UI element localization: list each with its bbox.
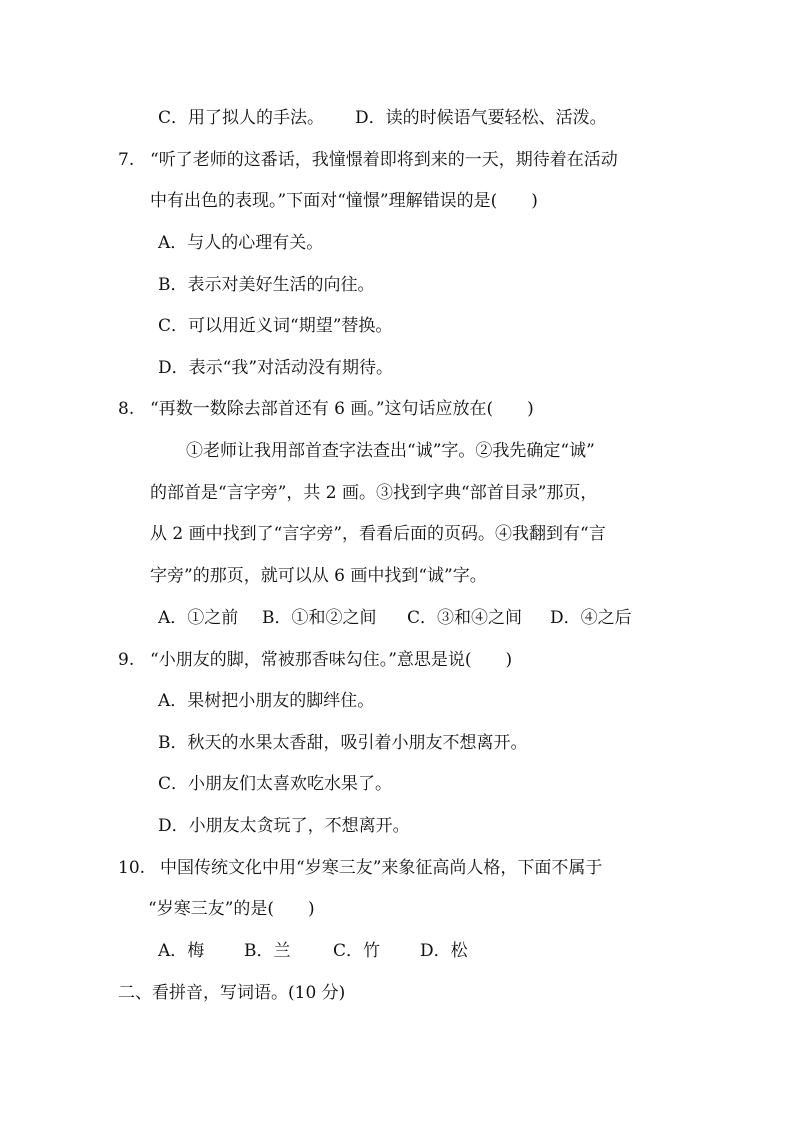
q7-number: 7.: [118, 150, 135, 170]
q8-number: 8.: [118, 399, 135, 419]
q9-number: 9.: [118, 650, 135, 670]
q10-stem-line2: “岁寒三友”的是( ): [148, 899, 315, 919]
q9-option-d: D．小朋友太贪玩了，不想离开。: [158, 816, 410, 836]
q7-stem-line2: 中有出色的表现。”下面对“憧憬”理解错误的是( ): [150, 191, 538, 211]
q9-option-a: A．果树把小朋友的脚绊住。: [158, 691, 375, 711]
q10-option-c: C．竹: [333, 941, 381, 961]
q6-option-row: [158, 106, 324, 130]
q8-passage-line2: 的部首是“言字旁”，共 2 画。③找到字典“部首目录”那页，: [150, 483, 598, 503]
q8-option-a: A．①之前: [158, 608, 239, 628]
q8-stem: “再数一数除去部首还有 6 画。”这句话应放在( ): [150, 399, 534, 419]
q8-passage-line4: 字旁”的那页，就可以从 6 画中找到“诚”字。: [150, 566, 487, 586]
q7-option-d: D．表示“我”对活动没有期待。: [158, 358, 394, 378]
q10-number: 10.: [118, 858, 146, 878]
q7-stem-line1: “听了老师的这番话，我憧憬着即将到来的一天，期待着在活动: [150, 150, 618, 170]
q10-option-a: A．梅: [158, 941, 205, 961]
section2-heading: 二、看拼音，写词语。(10 分): [118, 983, 346, 1003]
q8-passage-line3: 从 2 画中找到了“言字旁”，看看后面的页码。④我翻到有“言: [150, 524, 606, 544]
q9-option-c: C．小朋友们太喜欢吃水果了。: [158, 774, 393, 794]
q8-passage-line1: ①老师让我用部首查字法查出“诚”字。②我先确定“诚”: [186, 441, 595, 461]
q8-option-d: D．④之后: [550, 608, 632, 628]
q7-option-b: B．表示对美好生活的向往。: [158, 275, 375, 295]
q7-option-c: C．可以用近义词“期望”替换。: [158, 316, 393, 336]
q6-option-c: C．用了拟人的手法。: [158, 108, 325, 128]
q10-stem-line1: 中国传统文化中用“岁寒三友”来象征高尚人格，下面不属于: [160, 858, 603, 878]
q8-option-b: B．①和②之间: [262, 608, 377, 628]
q9-option-b: B．秋天的水果太香甜，吸引着小朋友不想离开。: [158, 733, 528, 753]
q10-option-b: B．兰: [244, 941, 291, 961]
q9-stem: “小朋友的脚，常被那香味勾住。”意思是说( ): [150, 650, 513, 670]
q10-option-d: D．松: [420, 941, 468, 961]
q7-option-a: A．与人的心理有关。: [158, 233, 324, 253]
q8-option-c: C．③和④之间: [407, 608, 523, 628]
q6-option-row-2: [355, 106, 607, 130]
q6-option-d: D．读的时候语气要轻松、活泼。: [355, 108, 607, 128]
